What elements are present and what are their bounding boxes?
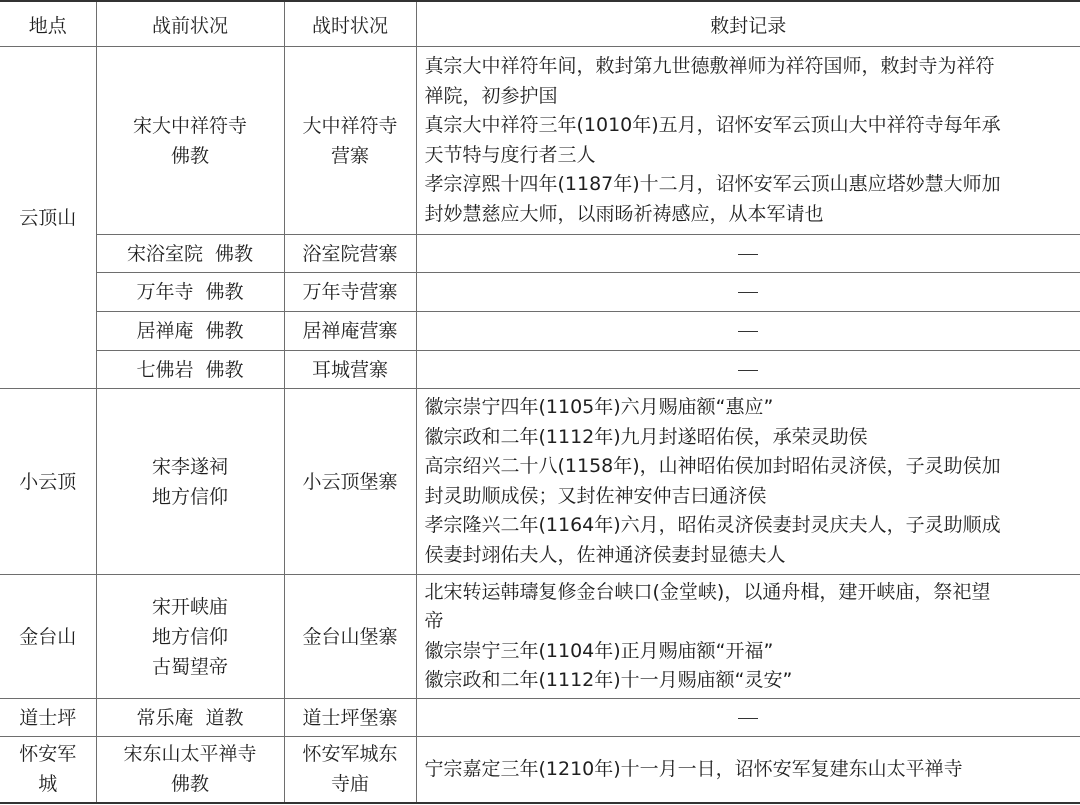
prewar-cell xyxy=(96,47,284,235)
header-enfeoffment-records: 敕封记录 xyxy=(416,1,1080,47)
record-line: 高宗绍兴二十八(1158年)，山神昭佑侯加封昭佑灵济侯，子灵助侯加 xyxy=(424,455,1001,477)
wartime-cell: 万年寺营寨 xyxy=(284,273,416,312)
prewar-cell: 常乐庵 道教 xyxy=(96,699,284,737)
header-wartime-status: 战时状况 xyxy=(284,1,416,47)
record-line: 徽宗崇宁四年(1105年)六月赐庙额“惠应” xyxy=(424,396,774,418)
location-cell xyxy=(0,47,96,389)
dash-mark xyxy=(738,718,758,719)
prewar-cell xyxy=(96,389,284,575)
wartime-cell: 浴室院营寨 xyxy=(284,235,416,273)
wartime-cell: 居禅庵营寨 xyxy=(284,312,416,351)
prewar-text: 宋李遂祠 xyxy=(151,455,228,478)
record-line: 徽宗崇宁三年(1104年)正月赐庙额“开福” xyxy=(424,639,774,662)
wartime-text: 怀安军城东 xyxy=(302,743,398,766)
records-cell xyxy=(416,575,1080,699)
prewar-text: 地方信仰 xyxy=(151,625,228,648)
location-label: 怀安军 xyxy=(19,743,77,766)
prewar-cell: 居禅庵 佛教 xyxy=(96,312,284,351)
prewar-cell: 宋浴室院 佛教 xyxy=(96,235,284,273)
empty-record-cell xyxy=(416,699,1080,737)
prewar-text: 古蜀望帝 xyxy=(151,655,228,678)
table-row xyxy=(0,699,1080,737)
record-line: 封灵助顺成侯；又封佐神安仲吉曰通济侯 xyxy=(424,484,767,507)
record-line: 天节特与度行者三人 xyxy=(424,143,596,166)
location-label: 城 xyxy=(38,773,58,796)
dash-mark xyxy=(738,254,758,255)
records-cell xyxy=(416,47,1080,235)
table-row xyxy=(0,47,1080,235)
record-line: 封妙慧慈应大师，以雨旸祈祷感应，从本军请也 xyxy=(424,202,824,225)
table-row xyxy=(0,273,1080,312)
empty-record-cell xyxy=(416,235,1080,273)
record-line: 帝 xyxy=(424,610,444,632)
empty-record-cell xyxy=(416,312,1080,351)
prewar-cell: 七佛岩 佛教 xyxy=(96,351,284,389)
prewar-text: 宋大中祥符寺 xyxy=(132,114,247,137)
record-line: 宁宗嘉定三年(1210年)十一月一日，诏怀安军复建东山太平禅寺 xyxy=(424,757,963,780)
wartime-cell: 小云顶堡寨 xyxy=(284,389,416,575)
prewar-cell xyxy=(96,737,284,803)
record-line: 徽宗政和二年(1112年)十一月赐庙额“灵安” xyxy=(424,669,793,691)
records-cell xyxy=(416,389,1080,575)
location-cell: 金台山 xyxy=(0,575,96,699)
wartime-cell xyxy=(284,737,416,803)
wartime-text: 寺庙 xyxy=(330,773,369,796)
wartime-cell: 道士坪堡寨 xyxy=(284,699,416,737)
record-line: 孝宗隆兴二年(1164年)六月，昭佑灵济侯妻封灵庆夫人，子灵助顺成 xyxy=(424,514,1001,536)
prewar-cell: 万年寺 佛教 xyxy=(96,273,284,312)
record-line: 真宗大中祥符年间，敕封第九世德敷禅师为祥符国师，敕封寺为祥符 xyxy=(424,55,995,77)
records-cell xyxy=(416,737,1080,803)
prewar-text: 佛教 xyxy=(170,773,209,796)
location-cell: 小云顶 xyxy=(0,389,96,575)
record-line: 真宗大中祥符三年(1010年)五月，诏怀安军云顶山大中祥符寺每年承 xyxy=(424,114,1001,136)
table-row xyxy=(0,235,1080,273)
dash-mark xyxy=(738,370,758,371)
empty-record-cell xyxy=(416,351,1080,389)
header-prewar-status: 战前状况 xyxy=(96,1,284,47)
prewar-text: 宋东山太平禅寺 xyxy=(123,743,257,766)
wartime-cell: 耳城营寨 xyxy=(284,351,416,389)
table-row xyxy=(0,312,1080,351)
dash-mark xyxy=(738,292,758,293)
location-cell xyxy=(0,737,96,803)
location-label: 云顶山 xyxy=(19,206,77,229)
wartime-cell xyxy=(284,47,416,235)
record-line: 徽宗政和二年(1112年)九月封遂昭佑侯，承荣灵助侯 xyxy=(424,425,868,448)
table-row xyxy=(0,737,1080,803)
header-location: 地点 xyxy=(0,1,96,47)
wartime-text: 大中祥符寺 xyxy=(302,114,398,137)
record-line: 禅院，初参护国 xyxy=(424,84,558,107)
table-row xyxy=(0,389,1080,575)
prewar-text: 佛教 xyxy=(170,144,209,167)
prewar-text: 地方信仰 xyxy=(151,485,228,508)
prewar-cell xyxy=(96,575,284,699)
table-row xyxy=(0,351,1080,389)
record-line: 孝宗淳熙十四年(1187年)十二月，诏怀安军云顶山惠应塔妙慧大师加 xyxy=(424,173,1001,195)
wartime-text: 营寨 xyxy=(330,144,369,167)
record-line: 北宋转运韩璹复修金台峡口(金堂峡)，以通舟楫，建开峡庙，祭祀望 xyxy=(424,580,991,603)
dash-mark xyxy=(738,331,758,332)
record-line: 侯妻封翊佑夫人，佐神通济侯妻封显德夫人 xyxy=(424,543,786,566)
wartime-cell: 金台山堡寨 xyxy=(284,575,416,699)
table-header-row xyxy=(0,1,1080,47)
table-row xyxy=(0,575,1080,699)
location-cell: 道士坪 xyxy=(0,699,96,737)
prewar-text: 宋开峡庙 xyxy=(151,595,228,618)
empty-record-cell xyxy=(416,273,1080,312)
